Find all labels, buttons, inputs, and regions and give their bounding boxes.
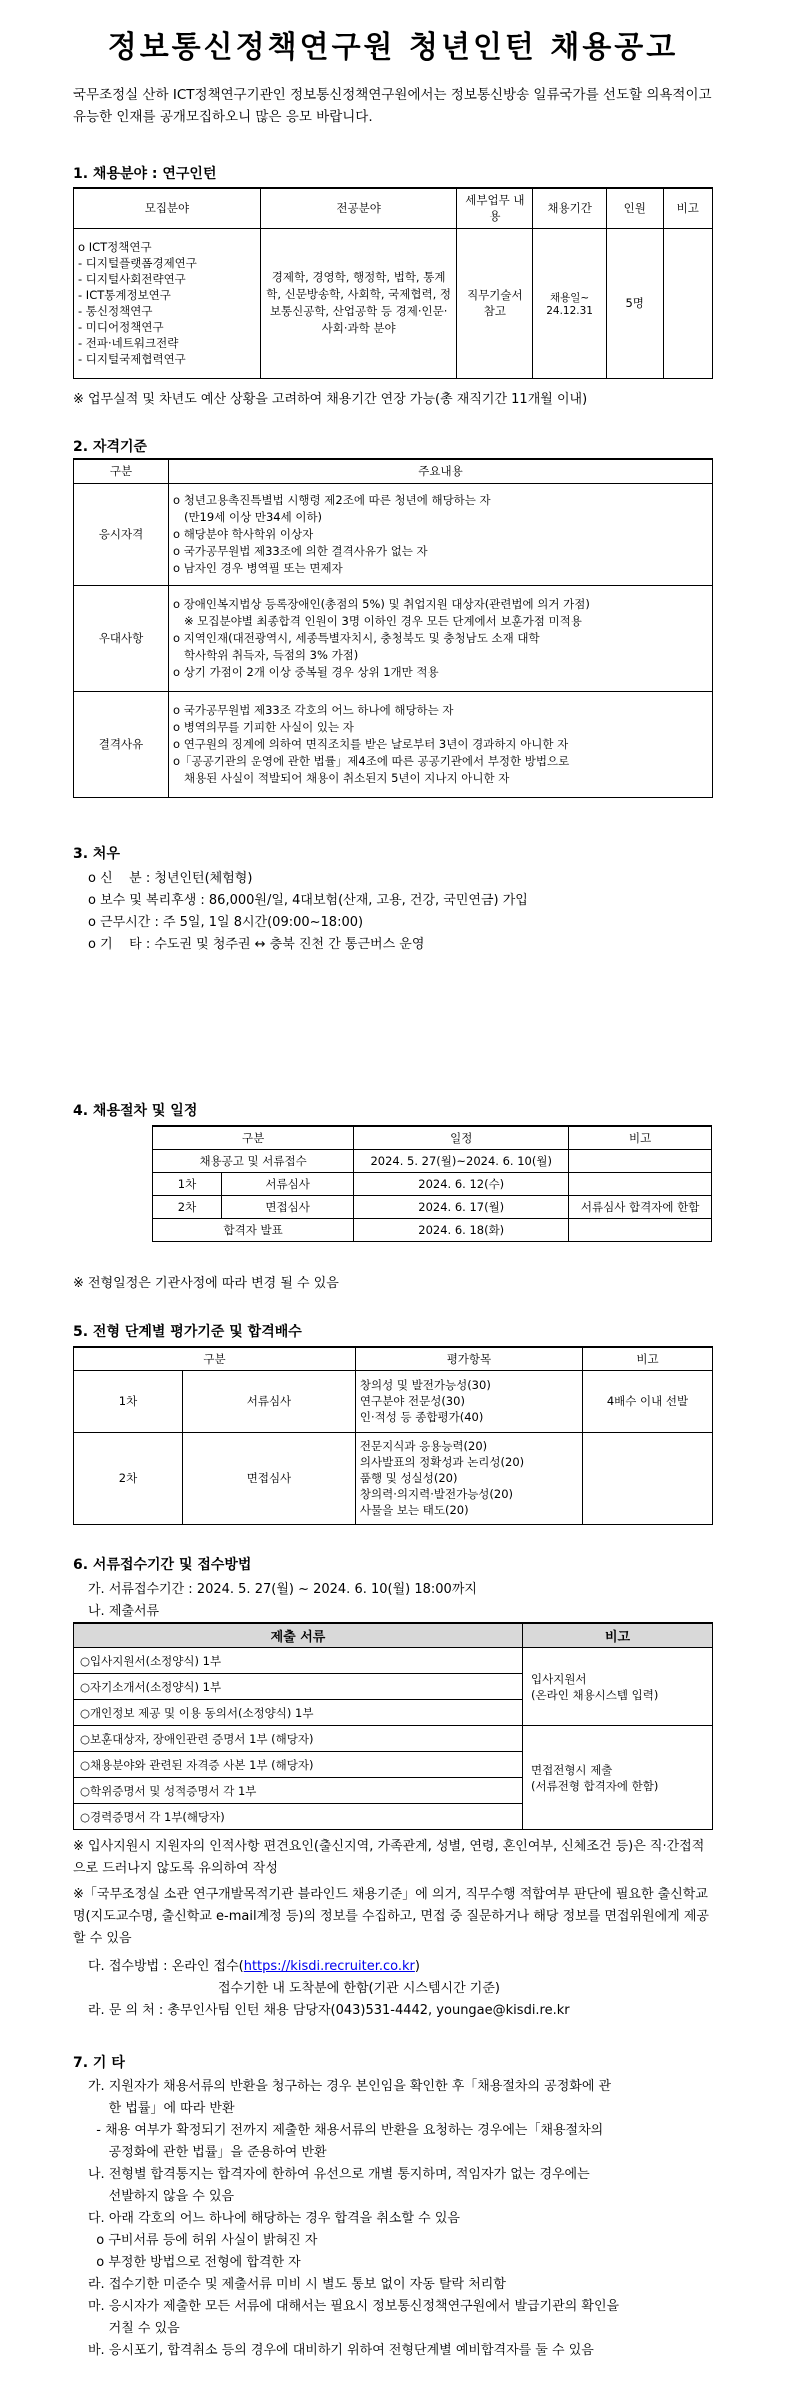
etc-line: 나. 전형별 합격통지는 합격자에 한하여 유선으로 개별 통지하며, 적임자가 없는 경우에는: [88, 2167, 590, 2182]
duty-cell: 직무기술서 참고: [457, 228, 533, 378]
header-people: 인원: [606, 188, 663, 228]
header-remark: 비고: [523, 1623, 713, 1648]
header-documents: 제출 서류: [74, 1623, 523, 1648]
method-text: ): [414, 1959, 420, 1974]
benefit-line: o 보수 및 복리후생 : 86,000원/일, 4대보험(산재, 고용, 건강, 국민연금) 가입: [88, 893, 528, 908]
etc-line: 거칠 수 있음: [88, 2321, 180, 2336]
document-note: 면접전형시 제출 (서류전형 합격자에 한함): [523, 1726, 713, 1830]
method-text: 다. 접수방법 : 온라인 접수(: [88, 1959, 244, 1974]
header-stage: 구분: [74, 1347, 356, 1370]
eval-remark: 4배수 이내 선발: [582, 1370, 712, 1432]
schedule-date: 2024. 6. 12(수): [354, 1172, 569, 1195]
people-cell: 5명: [606, 228, 663, 378]
field-item: - 통신정책연구: [78, 304, 153, 318]
field-item: - 미디어정책연구: [78, 320, 164, 334]
section-7-heading: 7. 기 타: [73, 2055, 125, 2071]
document-note: 입사지원서 (온라인 채용시스템 입력): [523, 1648, 713, 1726]
qual-item: 채용된 사실이 적발되어 채용이 취소된지 5년이 지나지 아니한 자: [173, 770, 510, 785]
section-6-heading: 6. 서류접수기간 및 접수방법: [73, 1557, 252, 1573]
major-cell: 경제학, 경영학, 행정학, 법학, 통계학, 신문방송학, 사회학, 국제협력, 정보통신공학, 산업공학 등 경제·인문·사회·과학 분야: [260, 228, 457, 378]
benefit-line: o 근무시간 : 주 5일, 1일 8시간(09:00~18:00): [88, 915, 364, 930]
eval-round: 1차: [74, 1370, 183, 1432]
eval-criteria: [355, 1432, 582, 1524]
schedule-stage: 서류심사: [222, 1172, 354, 1195]
field-item: - 디지털사회전략연구: [78, 272, 186, 286]
qual-item: ※ 모집분야별 최종합격 인원이 3명 이하인 경우 모든 단계에서 보훈가점 미적용: [173, 613, 582, 628]
qual-item: o 병역의무를 기피한 사실이 있는 자: [173, 719, 354, 734]
header-remark: 비고: [569, 1126, 712, 1149]
etc-line: 공정화에 관한 법률」을 준용하여 반환: [88, 2145, 327, 2160]
application-period: 가. 서류접수기간 : 2024. 5. 27(월) ~ 2024. 6. 10(월) 18:00까지: [88, 1582, 477, 1597]
header-criteria: 평가항목: [355, 1347, 582, 1370]
etc-line: 바. 응시포기, 합격취소 등의 경우에 대비하기 위하여 전형단계별 예비합격자를 둘 수 있음: [88, 2343, 594, 2358]
schedule-stage: 채용공고 및 서류접수: [153, 1149, 354, 1172]
schedule-round: 2차: [153, 1195, 222, 1218]
criteria-item: 사물을 보는 태도(20): [359, 1503, 469, 1517]
row-content: [169, 585, 713, 691]
row-label: 우대사항: [74, 585, 169, 691]
etc-line: 한 법률」에 따라 반환: [88, 2101, 235, 2116]
row-label: 결격사유: [74, 691, 169, 797]
criteria-item: 창의성 및 발전가능성(30): [359, 1378, 491, 1392]
etc-line: 선발하지 않을 수 있음: [88, 2189, 235, 2204]
header-duty: 세부업무 내용: [457, 188, 533, 228]
blind-warning: ※ 입사지원시 지원자의 인적사항 편견요인(출신지역, 가족관계, 성별, 연령, 혼인여부, 신체조건 등)은 직·간접적으로 드러나지 않도록 유의하여 작성: [73, 1839, 705, 1876]
schedule-round: 1차: [153, 1172, 222, 1195]
document-item: ○보훈대상자, 장애인관련 증명서 1부 (해당자): [74, 1726, 523, 1752]
header-category: 구분: [74, 459, 169, 483]
header-period: 채용기간: [533, 188, 607, 228]
schedule-stage: 합격자 발표: [153, 1218, 354, 1241]
field-list-cell: [74, 228, 261, 378]
benefit-line: o 기 타 : 수도권 및 청주권 ↔ 충북 진천 간 통근버스 운영: [88, 937, 425, 952]
qual-item: o 장애인복지법상 등록장애인(총점의 5%) 및 취업지원 대상자(관련법에 의거 가점): [173, 596, 590, 611]
etc-line: o 부정한 방법으로 전형에 합격한 자: [88, 2255, 301, 2270]
section-1-heading: 1. 채용분야 : 연구인턴: [73, 166, 217, 182]
header-field: 모집분야: [74, 188, 261, 228]
eval-remark: [582, 1432, 712, 1524]
page-title: 정보통신정책연구원 청년인턴 채용공고: [107, 30, 679, 65]
documents-label: 나. 제출서류: [88, 1604, 160, 1619]
row-label: 응시자격: [74, 483, 169, 585]
qual-item: (만19세 이상 만34세 이하): [173, 509, 323, 524]
header-content: 주요내용: [169, 459, 713, 483]
recruit-site-link[interactable]: https://kisdi.recruiter.co.kr: [243, 1959, 415, 1974]
schedule-stage: 면접심사: [222, 1195, 354, 1218]
header-major: 전공분야: [260, 188, 457, 228]
qual-item: o 국가공무원법 제33조 각호의 어느 하나에 해당하는 자: [173, 702, 454, 717]
etc-line: o 구비서류 등에 허위 사실이 밝혀진 자: [88, 2233, 318, 2248]
document-item: ○채용분야와 관련된 자격증 사본 1부 (해당자): [74, 1752, 523, 1778]
criteria-item: 인·적성 등 종합평가(40): [359, 1410, 484, 1424]
section-2-heading: 2. 자격기준: [73, 439, 148, 455]
document-item: ○경력증명서 각 1부(해당자): [74, 1804, 523, 1830]
qual-item: o 국가공무원법 제33조에 의한 결격사유가 없는 자: [173, 543, 428, 558]
document-item: ○학위증명서 및 성적증명서 각 1부: [74, 1778, 523, 1804]
schedule-remark: [569, 1172, 712, 1195]
field-item: o ICT정책연구: [78, 240, 152, 254]
evaluation-table: [73, 1346, 713, 1525]
document-item: ○자기소개서(소정양식) 1부: [74, 1674, 523, 1700]
section-1-note: ※ 업무실적 및 차년도 예산 상황을 고려하여 채용기간 연장 가능(총 재직기간 11개월 이내): [73, 392, 588, 407]
criteria-item: 전문지식과 응용능력(20): [359, 1439, 488, 1453]
qualification-table: [73, 458, 713, 798]
header-note: 비고: [663, 188, 712, 228]
etc-line: 다. 아래 각호의 어느 하나에 해당하는 경우 합격을 취소할 수 있음: [88, 2211, 460, 2226]
criteria-item: 창의력·의지력·발전가능성(20): [359, 1487, 514, 1501]
schedule-remark: [569, 1218, 712, 1241]
etc-line: 가. 지원자가 채용서류의 반환을 청구하는 경우 본인임을 확인한 후「채용절차의 공정화에 관: [88, 2079, 612, 2094]
field-item: - ICT통계정보연구: [78, 288, 171, 302]
qual-item: o 청년고용촉진특별법 시행령 제2조에 따른 청년에 해당하는 자: [173, 492, 491, 507]
field-item: - 디지털국제협력연구: [78, 352, 186, 366]
qual-item: 학사학위 취득자, 득점의 3% 가점): [173, 647, 359, 662]
header-schedule: 일정: [354, 1126, 569, 1149]
document-item: ○개인정보 제공 및 이용 동의서(소정양식) 1부: [74, 1700, 523, 1726]
section-4-note: ※ 전형일정은 기관사정에 따라 변경 될 수 있음: [73, 1276, 339, 1291]
etc-line: - 채용 여부가 확정되기 전까지 제출한 채용서류의 반환을 요청하는 경우에는「채용절차의: [88, 2123, 604, 2138]
note-cell: [663, 228, 712, 378]
schedule-remark: [569, 1149, 712, 1172]
row-content: [169, 483, 713, 585]
qual-item: o「공공기관의 운영에 관한 법률」제4조에 따른 공공기관에서 부정한 방법으로: [173, 753, 570, 768]
criteria-item: 의사발표의 정확성과 논리성(20): [359, 1455, 525, 1469]
criteria-item: 품행 및 성실성(20): [359, 1471, 458, 1485]
eval-round: 2차: [74, 1432, 183, 1524]
field-item: - 디지털플랫폼경제연구: [78, 256, 197, 270]
contact-info: 라. 문 의 처 : 총무인사팀 인턴 채용 담당자(043)531-4442, youngae@kisdi.re.kr: [88, 2003, 570, 2018]
schedule-remark: 서류심사 합격자에 한함: [569, 1195, 712, 1218]
documents-table: [73, 1622, 713, 1830]
schedule-date: 2024. 6. 18(화): [354, 1218, 569, 1241]
period-cell: 채용일~ 24.12.31: [533, 228, 607, 378]
schedule-date: 2024. 5. 27(월)~2024. 6. 10(월): [354, 1149, 569, 1172]
benefit-line: o 신 분 : 청년인턴(체험형): [88, 871, 253, 886]
section-5-heading: 5. 전형 단계별 평가기준 및 합격배수: [73, 1324, 302, 1340]
eval-criteria: [355, 1370, 582, 1432]
header-remark: 비고: [582, 1347, 712, 1370]
qual-item: o 상기 가점이 2개 이상 중복될 경우 상위 1개만 적용: [173, 664, 439, 679]
eval-stage: 서류심사: [183, 1370, 356, 1432]
schedule-date: 2024. 6. 17(월): [354, 1195, 569, 1218]
document-item: ○입사지원서(소정양식) 1부: [74, 1648, 523, 1674]
application-deadline: 접수기한 내 도착분에 한함(기관 시스템시간 기준): [218, 1981, 500, 1996]
application-method: [88, 1955, 420, 1974]
qual-item: o 지역인재(대전광역시, 세종특별자치시, 충청북도 및 충청남도 소재 대학: [173, 630, 540, 645]
schedule-table: [152, 1125, 712, 1242]
school-info-warning: ※「국무조정실 소관 연구개발목적기관 블라인드 채용기준」에 의거, 직무수행 적합여부 판단에 필요한 출신학교명(지도교수명, 출신학교 e-mail계정 등)의 정보를 수집하고, 면접 중 질문하거나 해당 정보를 면접위원에게 제공할 수 있음: [73, 1887, 709, 1946]
recruitment-field-table: [73, 187, 713, 379]
qual-item: o 해당분야 학사학위 이상자: [173, 526, 314, 541]
header-stage: 구분: [153, 1126, 354, 1149]
eval-stage: 면접심사: [183, 1432, 356, 1524]
section-4-heading: 4. 채용절차 및 일정: [73, 1103, 198, 1119]
criteria-item: 연구분야 전문성(30): [359, 1394, 465, 1408]
etc-line: 마. 응시자가 제출한 모든 서류에 대해서는 필요시 정보통신정책연구원에서 발급기관의 확인을: [88, 2299, 620, 2314]
etc-line: 라. 접수기한 미준수 및 제출서류 미비 시 별도 통보 없이 자동 탈락 처리함: [88, 2277, 506, 2292]
section-3-heading: 3. 처우: [73, 846, 120, 862]
qual-item: o 연구원의 징계에 의하여 면직조치를 받은 날로부터 3년이 경과하지 아니한 자: [173, 736, 569, 751]
qual-item: o 남자인 경우 병역필 또는 면제자: [173, 560, 343, 575]
intro-paragraph: 국무조정실 산하 ICT정책연구기관인 정보통신정책연구원에서는 정보통신방송 일류국가를 선도할 의욕적이고 유능한 인재를 공개모집하오니 많은 응모 바랍니다.: [73, 87, 712, 125]
field-item: - 전파·네트워크전략: [78, 336, 179, 350]
row-content: [169, 691, 713, 797]
